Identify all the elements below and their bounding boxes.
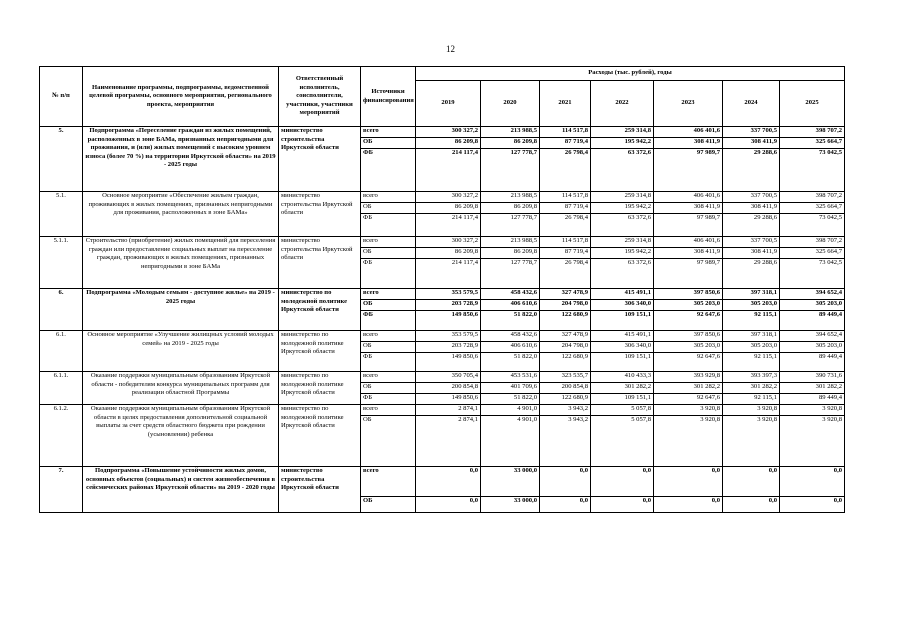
amount-cell: 308 411,9 bbox=[654, 138, 723, 149]
amount-cell: 114 517,8 bbox=[540, 127, 591, 138]
funding-source: всего bbox=[361, 405, 416, 416]
amount-cell: 73 042,5 bbox=[780, 214, 845, 237]
executor: министерство строительства Иркутской области bbox=[279, 467, 361, 513]
amount-cell: 337 700,5 bbox=[723, 237, 780, 248]
funding-source: всего bbox=[361, 237, 416, 248]
budget-table bbox=[39, 66, 845, 513]
amount-cell: 397 318,1 bbox=[723, 289, 780, 300]
header-no: № п/п bbox=[40, 67, 83, 127]
amount-cell: 149 850,6 bbox=[416, 311, 481, 331]
amount-cell: 149 850,6 bbox=[416, 394, 481, 405]
row-number: 6. bbox=[40, 289, 83, 331]
amount-cell: 397 318,1 bbox=[723, 331, 780, 342]
funding-source: ФБ bbox=[361, 353, 416, 372]
header-year: 2025 bbox=[780, 81, 845, 127]
amount-cell: 127 778,7 bbox=[481, 214, 540, 237]
amount-cell: 86 209,8 bbox=[481, 138, 540, 149]
amount-cell: 337 700,5 bbox=[723, 127, 780, 138]
program-name: Подпрограмма «Переселение граждан из жилых помещений, расположенных в зоне БАМа, признанных непригодными для проживания, и (или) жилых помещений с высоким уровнем износа (более 70 %) на территории Иркутской области» на 2019 - 2025 годы bbox=[83, 127, 279, 192]
funding-source: ФБ bbox=[361, 214, 416, 237]
amount-cell: 0,0 bbox=[780, 467, 845, 497]
amount-cell: 0,0 bbox=[654, 497, 723, 513]
amount-cell: 122 680,9 bbox=[540, 394, 591, 405]
amount-cell: 5 057,8 bbox=[591, 416, 654, 467]
amount-cell: 398 707,2 bbox=[780, 237, 845, 248]
amount-cell: 5 057,8 bbox=[591, 405, 654, 416]
amount-cell: 51 822,0 bbox=[481, 311, 540, 331]
amount-cell: 3 920,8 bbox=[654, 405, 723, 416]
amount-cell: 109 151,1 bbox=[591, 311, 654, 331]
amount-cell: 305 203,0 bbox=[723, 342, 780, 353]
amount-cell: 214 117,4 bbox=[416, 149, 481, 192]
funding-source: всего bbox=[361, 467, 416, 497]
funding-source: ФБ bbox=[361, 259, 416, 289]
amount-cell: 3 943,2 bbox=[540, 416, 591, 467]
amount-cell: 213 988,5 bbox=[481, 192, 540, 203]
amount-cell: 33 000,0 bbox=[481, 467, 540, 497]
amount-cell: 203 728,9 bbox=[416, 300, 481, 311]
amount-cell: 127 778,7 bbox=[481, 149, 540, 192]
amount-cell: 0,0 bbox=[591, 467, 654, 497]
amount-cell: 393 929,8 bbox=[654, 372, 723, 383]
amount-cell: 397 850,6 bbox=[654, 289, 723, 300]
program-name: Основное мероприятие «Улучшение жилищных условий молодых семей» на 2019 - 2025 годы bbox=[83, 331, 279, 372]
amount-cell: 63 372,6 bbox=[591, 149, 654, 192]
funding-source: всего bbox=[361, 372, 416, 383]
header-year: 2021 bbox=[540, 81, 591, 127]
amount-cell: 406 401,6 bbox=[654, 237, 723, 248]
amount-cell: 305 203,0 bbox=[654, 342, 723, 353]
amount-cell: 453 531,6 bbox=[481, 372, 540, 383]
row-number: 5.1.1. bbox=[40, 237, 83, 289]
amount-cell: 306 340,0 bbox=[591, 300, 654, 311]
row-number: 5.1. bbox=[40, 192, 83, 237]
table-body bbox=[40, 127, 845, 513]
funding-source: ОБ bbox=[361, 300, 416, 311]
amount-cell: 63 372,6 bbox=[591, 259, 654, 289]
amount-cell: 2 874,1 bbox=[416, 405, 481, 416]
amount-cell: 214 117,4 bbox=[416, 259, 481, 289]
amount-cell: 200 854,8 bbox=[416, 383, 481, 394]
program-name: Подпрограмма «Молодым семьям - доступное жилье» на 2019 - 2025 годы bbox=[83, 289, 279, 331]
amount-cell: 86 209,8 bbox=[416, 203, 481, 214]
amount-cell: 29 288,6 bbox=[723, 149, 780, 192]
row-number: 7. bbox=[40, 467, 83, 513]
amount-cell: 305 203,0 bbox=[654, 300, 723, 311]
amount-cell: 393 397,3 bbox=[723, 372, 780, 383]
amount-cell: 306 340,0 bbox=[591, 342, 654, 353]
row-number: 6.1.2. bbox=[40, 405, 83, 467]
amount-cell: 195 942,2 bbox=[591, 248, 654, 259]
program-name: Строительство (приобретение) жилых помещений для переселения граждан или предоставление социальных выплат на переселение граждан, проживающих в жилых помещениях, признанных непригодными в зоне БАМа bbox=[83, 237, 279, 289]
amount-cell: 325 664,7 bbox=[780, 138, 845, 149]
header-year: 2022 bbox=[591, 81, 654, 127]
amount-cell: 301 282,2 bbox=[654, 383, 723, 394]
row-number: 6.1.1. bbox=[40, 372, 83, 405]
amount-cell: 3 920,8 bbox=[654, 416, 723, 467]
amount-cell: 300 327,2 bbox=[416, 127, 481, 138]
amount-cell: 87 719,4 bbox=[540, 203, 591, 214]
amount-cell: 114 517,8 bbox=[540, 192, 591, 203]
amount-cell: 394 652,4 bbox=[780, 331, 845, 342]
amount-cell: 325 664,7 bbox=[780, 203, 845, 214]
page-number: 12 bbox=[446, 44, 455, 54]
amount-cell: 415 491,1 bbox=[591, 331, 654, 342]
amount-cell: 0,0 bbox=[723, 497, 780, 513]
amount-cell: 92 647,6 bbox=[654, 311, 723, 331]
amount-cell: 97 989,7 bbox=[654, 214, 723, 237]
amount-cell: 213 988,5 bbox=[481, 237, 540, 248]
amount-cell: 214 117,4 bbox=[416, 214, 481, 237]
amount-cell: 305 203,0 bbox=[723, 300, 780, 311]
funding-source: ОБ bbox=[361, 383, 416, 394]
amount-cell: 259 314,8 bbox=[591, 192, 654, 203]
amount-cell: 0,0 bbox=[654, 467, 723, 497]
amount-cell: 195 942,2 bbox=[591, 203, 654, 214]
program-name: Оказание поддержки муниципальным образованиям Иркутской области в целях предоставления дополнительной социальной выплаты за счет средств областного бюджета при рождении (усыновлении) ребенка bbox=[83, 405, 279, 467]
funding-source: всего bbox=[361, 331, 416, 342]
header-year: 2019 bbox=[416, 81, 481, 127]
amount-cell: 51 822,0 bbox=[481, 394, 540, 405]
funding-source: всего bbox=[361, 289, 416, 300]
amount-cell: 29 288,6 bbox=[723, 214, 780, 237]
row-number: 6.1. bbox=[40, 331, 83, 372]
header-expenses: Расходы (тыс. рублей), годы bbox=[416, 67, 845, 81]
program-name: Подпрограмма «Повышение устойчивости жилых домов, основных объектов (социальных) и систем жизнеобеспечения в сейсмических районах Иркутской области» на 2019 - 2020 годы bbox=[83, 467, 279, 513]
amount-cell: 89 449,4 bbox=[780, 353, 845, 372]
amount-cell: 0,0 bbox=[416, 467, 481, 497]
amount-cell: 97 989,7 bbox=[654, 259, 723, 289]
amount-cell: 300 327,2 bbox=[416, 192, 481, 203]
executor: министерство строительства Иркутской области bbox=[279, 192, 361, 237]
header-executor: Ответственный исполнитель, соисполнители, участники, участники мероприятий bbox=[279, 67, 361, 127]
amount-cell: 458 432,6 bbox=[481, 331, 540, 342]
amount-cell: 213 988,5 bbox=[481, 127, 540, 138]
amount-cell: 323 535,7 bbox=[540, 372, 591, 383]
funding-source: ФБ bbox=[361, 149, 416, 192]
amount-cell: 0,0 bbox=[780, 497, 845, 513]
funding-source: ОБ bbox=[361, 497, 416, 513]
program-name: Оказание поддержки муниципальным образованиям Иркутской области - победителям конкурса муниципальных программ для реализации областной Программы bbox=[83, 372, 279, 405]
amount-cell: 92 647,6 bbox=[654, 353, 723, 372]
amount-cell: 300 327,2 bbox=[416, 237, 481, 248]
executor: министерство по молодежной политике Иркутской области bbox=[279, 331, 361, 372]
funding-source: ФБ bbox=[361, 394, 416, 405]
amount-cell: 308 411,9 bbox=[654, 203, 723, 214]
amount-cell: 308 411,9 bbox=[654, 248, 723, 259]
amount-cell: 114 517,8 bbox=[540, 237, 591, 248]
amount-cell: 149 850,6 bbox=[416, 353, 481, 372]
executor: министерство по молодежной политике Иркутской области bbox=[279, 289, 361, 331]
amount-cell: 0,0 bbox=[723, 467, 780, 497]
amount-cell: 353 579,5 bbox=[416, 289, 481, 300]
amount-cell: 397 850,6 bbox=[654, 331, 723, 342]
amount-cell: 401 709,6 bbox=[481, 383, 540, 394]
amount-cell: 0,0 bbox=[416, 497, 481, 513]
amount-cell: 308 411,9 bbox=[723, 203, 780, 214]
amount-cell: 390 731,6 bbox=[780, 372, 845, 383]
amount-cell: 26 798,4 bbox=[540, 149, 591, 192]
amount-cell: 33 000,0 bbox=[481, 497, 540, 513]
funding-source: ОБ bbox=[361, 203, 416, 214]
amount-cell: 350 705,4 bbox=[416, 372, 481, 383]
program-name: Основное мероприятие «Обеспечение жильем граждан, проживающих в жилых помещениях, признанных непригодными для проживания, расположенных в зоне БАМа» bbox=[83, 192, 279, 237]
amount-cell: 73 042,5 bbox=[780, 149, 845, 192]
amount-cell: 204 798,0 bbox=[540, 342, 591, 353]
executor: министерство по молодежной политике Иркутской области bbox=[279, 405, 361, 467]
amount-cell: 122 680,9 bbox=[540, 311, 591, 331]
funding-source: всего bbox=[361, 127, 416, 138]
funding-source: ОБ bbox=[361, 342, 416, 353]
amount-cell: 415 491,1 bbox=[591, 289, 654, 300]
amount-cell: 327 478,9 bbox=[540, 331, 591, 342]
amount-cell: 97 989,7 bbox=[654, 149, 723, 192]
amount-cell: 3 943,2 bbox=[540, 405, 591, 416]
amount-cell: 63 372,6 bbox=[591, 214, 654, 237]
amount-cell: 86 209,8 bbox=[481, 203, 540, 214]
amount-cell: 301 282,2 bbox=[723, 383, 780, 394]
amount-cell: 89 449,4 bbox=[780, 394, 845, 405]
funding-source: ОБ bbox=[361, 416, 416, 467]
funding-source: ФБ bbox=[361, 311, 416, 331]
amount-cell: 127 778,7 bbox=[481, 259, 540, 289]
amount-cell: 109 151,1 bbox=[591, 394, 654, 405]
amount-cell: 410 433,3 bbox=[591, 372, 654, 383]
amount-cell: 406 401,6 bbox=[654, 127, 723, 138]
row-number: 5. bbox=[40, 127, 83, 192]
amount-cell: 87 719,4 bbox=[540, 248, 591, 259]
amount-cell: 86 209,8 bbox=[481, 248, 540, 259]
header-name: Наименование программы, подпрограммы, ведомственной целевой программы, основного мероприятия, регионального проекта, мероприятия bbox=[83, 67, 279, 127]
amount-cell: 406 610,6 bbox=[481, 300, 540, 311]
amount-cell: 29 288,6 bbox=[723, 259, 780, 289]
header-year: 2023 bbox=[654, 81, 723, 127]
amount-cell: 398 707,2 bbox=[780, 127, 845, 138]
amount-cell: 73 042,5 bbox=[780, 259, 845, 289]
amount-cell: 200 854,8 bbox=[540, 383, 591, 394]
amount-cell: 51 822,0 bbox=[481, 353, 540, 372]
amount-cell: 92 115,1 bbox=[723, 353, 780, 372]
amount-cell: 109 151,1 bbox=[591, 353, 654, 372]
amount-cell: 3 920,8 bbox=[780, 405, 845, 416]
amount-cell: 337 700,5 bbox=[723, 192, 780, 203]
amount-cell: 92 647,6 bbox=[654, 394, 723, 405]
amount-cell: 26 798,4 bbox=[540, 214, 591, 237]
amount-cell: 2 874,1 bbox=[416, 416, 481, 467]
amount-cell: 4 901,0 bbox=[481, 405, 540, 416]
executor: министерство строительства Иркутской области bbox=[279, 127, 361, 192]
amount-cell: 203 728,9 bbox=[416, 342, 481, 353]
amount-cell: 325 664,7 bbox=[780, 248, 845, 259]
amount-cell: 3 920,8 bbox=[723, 405, 780, 416]
amount-cell: 398 707,2 bbox=[780, 192, 845, 203]
amount-cell: 3 920,8 bbox=[780, 416, 845, 467]
amount-cell: 92 115,1 bbox=[723, 394, 780, 405]
executor: министерство строительства Иркутской области bbox=[279, 237, 361, 289]
amount-cell: 327 478,9 bbox=[540, 289, 591, 300]
amount-cell: 89 449,4 bbox=[780, 311, 845, 331]
executor: министерство по молодежной политике Иркутской области bbox=[279, 372, 361, 405]
amount-cell: 406 401,6 bbox=[654, 192, 723, 203]
amount-cell: 308 411,9 bbox=[723, 248, 780, 259]
funding-source: всего bbox=[361, 192, 416, 203]
amount-cell: 353 579,5 bbox=[416, 331, 481, 342]
amount-cell: 0,0 bbox=[591, 497, 654, 513]
amount-cell: 122 680,9 bbox=[540, 353, 591, 372]
amount-cell: 0,0 bbox=[540, 467, 591, 497]
funding-source: ОБ bbox=[361, 138, 416, 149]
amount-cell: 26 798,4 bbox=[540, 259, 591, 289]
amount-cell: 406 610,6 bbox=[481, 342, 540, 353]
amount-cell: 301 282,2 bbox=[591, 383, 654, 394]
amount-cell: 87 719,4 bbox=[540, 138, 591, 149]
header-source: Источники финансирования bbox=[361, 67, 416, 127]
amount-cell: 305 203,0 bbox=[780, 300, 845, 311]
amount-cell: 305 203,0 bbox=[780, 342, 845, 353]
amount-cell: 4 901,0 bbox=[481, 416, 540, 467]
amount-cell: 204 798,0 bbox=[540, 300, 591, 311]
amount-cell: 3 920,8 bbox=[723, 416, 780, 467]
amount-cell: 86 209,8 bbox=[416, 248, 481, 259]
amount-cell: 86 209,8 bbox=[416, 138, 481, 149]
amount-cell: 458 432,6 bbox=[481, 289, 540, 300]
header-year: 2024 bbox=[723, 81, 780, 127]
amount-cell: 394 652,4 bbox=[780, 289, 845, 300]
header-year: 2020 bbox=[481, 81, 540, 127]
amount-cell: 259 314,8 bbox=[591, 237, 654, 248]
amount-cell: 92 115,1 bbox=[723, 311, 780, 331]
amount-cell: 308 411,9 bbox=[723, 138, 780, 149]
amount-cell: 259 314,8 bbox=[591, 127, 654, 138]
amount-cell: 0,0 bbox=[540, 497, 591, 513]
funding-source: ОБ bbox=[361, 248, 416, 259]
amount-cell: 195 942,2 bbox=[591, 138, 654, 149]
amount-cell: 301 282,2 bbox=[780, 383, 845, 394]
